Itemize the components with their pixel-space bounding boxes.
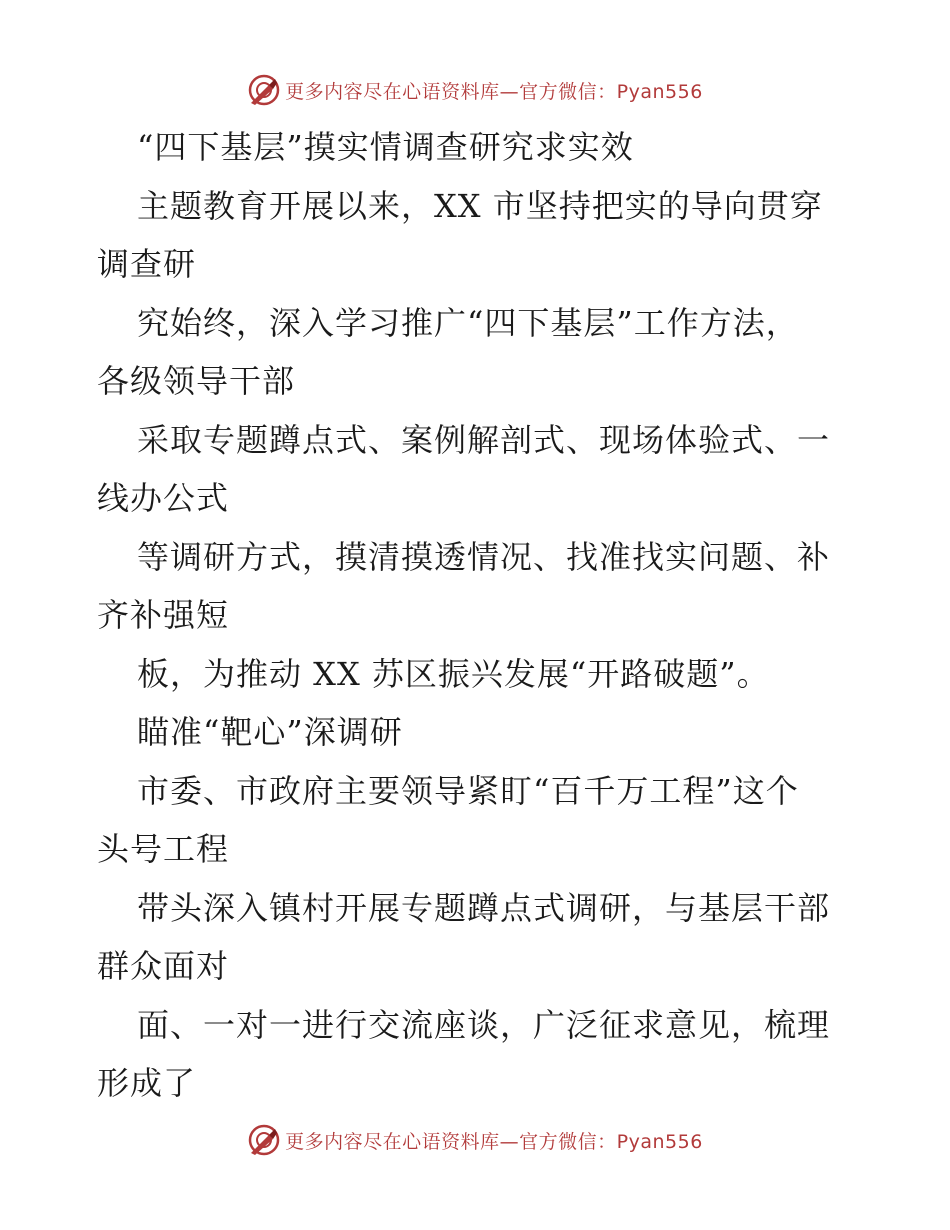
text-line: 采取专题蹲点式、案例解剖式、现场体验式、一 <box>137 420 831 459</box>
text-line: 板，为推动 XX 苏区振兴发展“开路破题”。 <box>137 654 770 693</box>
text-line: 面、一对一进行交流座谈，广泛征求意见，梳理 <box>137 1005 831 1044</box>
text-line: 各级领导干部 <box>97 362 296 400</box>
watermark-banner-bottom <box>0 1120 950 1160</box>
watermark-banner-top <box>0 70 950 110</box>
text-line: 主题教育开展以来，XX 市坚持把实的导向贯穿 <box>137 186 823 225</box>
pen-logo-icon <box>247 1123 281 1157</box>
text-line: 带头深入镇村开展专题蹲点式调研，与基层干部 <box>137 888 831 927</box>
text-line: 齐补强短 <box>97 596 230 634</box>
watermark-text: 更多内容尽在心语资料库—官方微信：Pyan556 <box>285 80 703 103</box>
text-line: 群众面对 <box>97 947 230 985</box>
text-line: 市委、市政府主要领导紧盯“百千万工程”这个 <box>137 771 799 810</box>
text-line: 线办公式 <box>97 479 230 517</box>
document-body <box>97 118 862 1113</box>
text-line: 形成了 <box>97 1064 197 1102</box>
text-line: 头号工程 <box>97 830 230 868</box>
text-line: 等调研方式，摸清摸透情况、找准找实问题、补 <box>137 537 831 576</box>
text-line: 瞄准“靶心”深调研 <box>137 713 403 751</box>
text-line: 调查研 <box>97 245 197 283</box>
pen-logo-icon <box>247 73 281 107</box>
watermark-text: 更多内容尽在心语资料库—官方微信：Pyan556 <box>285 1130 703 1153</box>
text-line: 究始终，深入学习推广“四下基层”工作方法， <box>137 303 799 342</box>
text-line: “四下基层”摸实情调查研究求实效 <box>137 128 634 166</box>
